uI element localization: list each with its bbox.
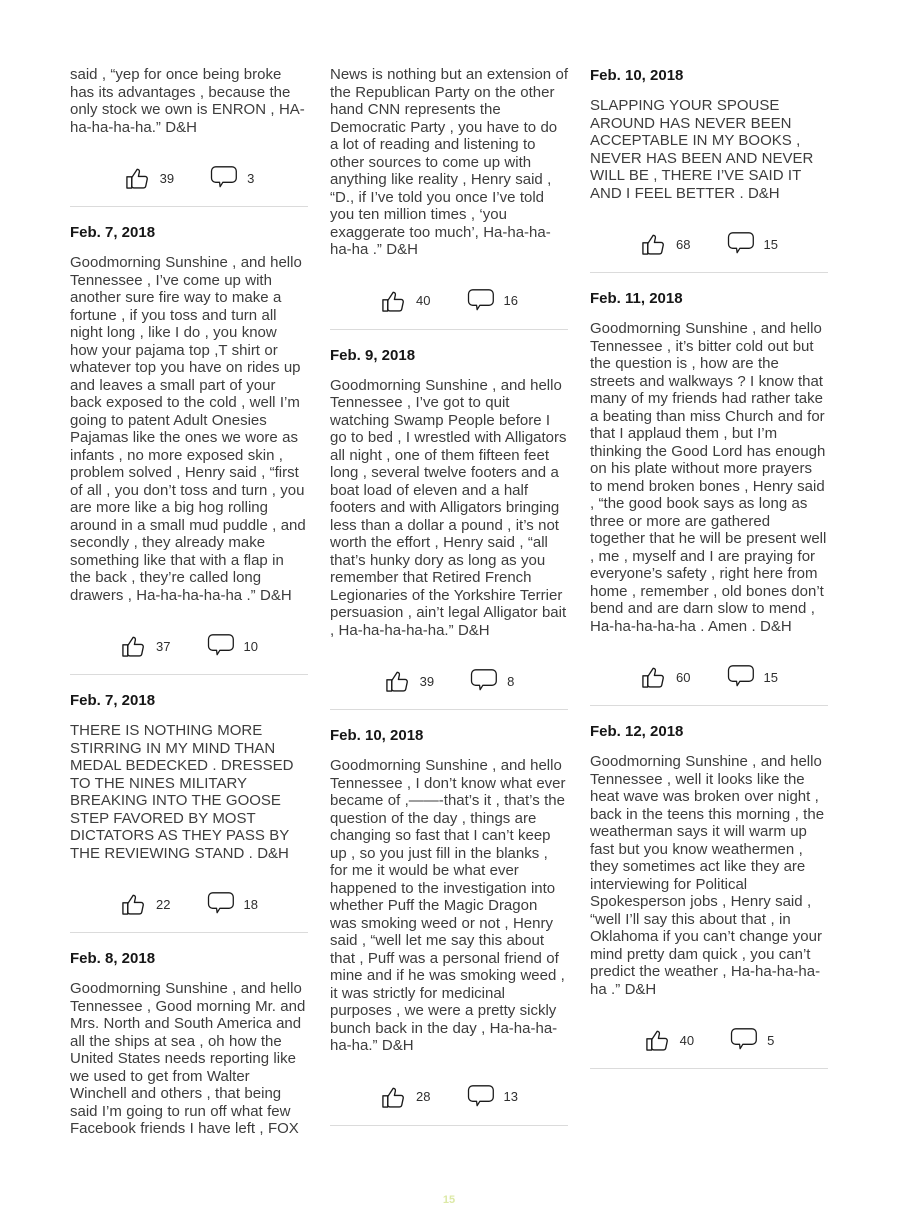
post-text: THERE IS NOTHING MORE STIRRING IN MY MIND THAN MEDAL BEDECKED . DRESSED TO THE NINES MILITARY BREAKING INTO THE GOOSE STEP FAVORED BY MOST DICTATORS AS THEY PASS BY THE REVIEWING STAND . D&H [70, 722, 294, 862]
post-divider [70, 674, 308, 675]
comment-icon [727, 231, 755, 257]
comment-action [207, 891, 258, 917]
comment-icon [470, 668, 498, 694]
like-count: 37 [156, 638, 171, 654]
comment-action [727, 664, 778, 690]
like-count: 40 [679, 1032, 695, 1048]
column-3 [590, 66, 828, 1138]
comment-count: 15 [763, 236, 778, 252]
thumbs-up-icon [380, 1084, 407, 1110]
post-text: Goodmorning Sunshine , and hello Tennessee , it’s bitter cold out but the question is , how are the streets and walkways ? I know that many of my friends had rather take a beating than miss Church and for that I applaud them , but I’m thinking the Good Lord has enough on his plate without more prayers to mend broken bones , Henry said , “the good book says as long as three or more are gathered together that he will be present well , me , myself and I are praying for everyone’s safety , right here from home , remember , old bones don’t bend and are darn slow to mend , Ha-ha-ha-ha-ha . Amen . D&H [590, 320, 827, 635]
comment-count: 3 [247, 170, 255, 186]
like-action [640, 231, 690, 257]
post-text: Goodmorning Sunshine , and hello Tennessee , I’ve got to quit watching Swamp People before I go to bed , I wrestled with Alligators all night , one of them fifteen feet long , several twelve footers and a boat load of eleven and a half footers and with Alligators bringing less than a dollar a pound , it’s not worth the effort , Henry said , “all that’s hunky dory as long as you remember that Retired French Legionaries of the Yorkshire Terrier persuasion , ain’t legal Alligator bait , Ha-ha-ha-ha-ha.” D&H [330, 376, 567, 639]
like-count: 39 [419, 673, 435, 689]
comment-icon [467, 288, 495, 314]
post-divider [70, 206, 308, 207]
comment-count: 18 [243, 896, 258, 912]
like-count: 60 [676, 669, 691, 685]
comment-icon [210, 165, 238, 191]
like-action [380, 288, 430, 314]
like-action [380, 1084, 430, 1110]
comment-count: 10 [243, 638, 258, 654]
comment-icon [207, 633, 235, 659]
like-count: 39 [159, 170, 175, 186]
post-actions [70, 165, 308, 191]
comment-action [210, 165, 254, 191]
post-actions [330, 1084, 568, 1110]
post-actions [590, 231, 828, 257]
comment-action [470, 668, 514, 694]
like-action [120, 633, 170, 659]
comment-action [467, 1084, 518, 1110]
comment-icon [207, 891, 235, 917]
like-action [384, 668, 434, 694]
like-count: 28 [416, 1089, 431, 1104]
comment-action [207, 633, 258, 659]
post-actions [70, 891, 308, 917]
post-actions [590, 1027, 828, 1053]
post-date: Feb. 10, 2018 [590, 67, 684, 84]
thumbs-up-icon [124, 165, 151, 191]
post [70, 950, 308, 1138]
post-date: Feb. 8, 2018 [70, 950, 156, 967]
post-text: Goodmorning Sunshine , and hello Tennessee , well it looks like the heat wave was broken over night , back in the teens this morning , the weatherman says it will warm up fast but you know weathermen , they sometimes act like they are interviewing for Political Spokesperson jobs , Henry said , “well I’ll say this about that , in Oklahoma if you can’t change your mind pretty dam quick , you can’t predict the weather , Ha-ha-ha-ha-ha .” D&H [590, 753, 825, 998]
comment-action [727, 231, 778, 257]
page-number: 15 [442, 1194, 456, 1206]
post-divider [590, 272, 828, 273]
post-text: Goodmorning Sunshine , and hello Tennessee , I’ve come up with another sure fire way to make a fortune , if you toss and turn all night long , like I do , you know how your pajama top ,T shirt or whatever top you have on rides up and leaves a small part of your back exposed to the cold , well I’m going to patent Adult Onesies Pajamas like the ones we wore as infants , no more exposed skin , problem solved , Henry said , “first of all , you don’t toss and turn , you are more like a big hog rolling around in a small mud puddle , and secondly , they already make something like that with a flap in the back , they’re called long drawers , Ha-ha-ha-ha-ha .” D&H [70, 254, 306, 604]
comment-count: 16 [503, 293, 518, 308]
post-text: said , “yep for once being broke has its advantages , because the only stock we own is ENRON , HA-ha-ha-ha-ha.” D&H [70, 66, 305, 136]
post-text: News is nothing but an extension of the Republican Party on the other hand CNN represents the Democratic Party , you have to do a lot of reading and listening to other sources to come up with anything like reality , Henry said , “D., if I’ve told you once I’ve told you ten million times , ‘you exaggerate too much’, Ha-ha-ha-ha-ha .” D&H [330, 66, 569, 258]
comment-action [467, 288, 518, 314]
post-divider [590, 1068, 828, 1069]
like-action [124, 165, 174, 191]
comment-count: 8 [507, 673, 515, 689]
thumbs-up-icon [640, 231, 667, 257]
post [330, 727, 568, 1126]
post-date: Feb. 12, 2018 [590, 723, 684, 740]
thumbs-up-icon [384, 668, 411, 694]
comment-action [730, 1027, 774, 1053]
post-divider [330, 709, 568, 710]
post-divider [330, 329, 568, 330]
post [330, 66, 568, 330]
post [330, 347, 568, 711]
post [590, 290, 828, 706]
post-actions [70, 633, 308, 659]
column-1 [70, 66, 308, 1138]
comment-count: 13 [503, 1089, 518, 1104]
post [590, 723, 828, 1069]
post-text: SLAPPING YOUR SPOUSE AROUND HAS NEVER BEEN ACCEPTABLE IN MY BOOKS , NEVER HAS BEEN AND NEVER WILL BE , THERE I’VE SAID IT AND I FEEL BETTER . D&H [590, 97, 814, 202]
post [590, 67, 828, 273]
post-divider [590, 705, 828, 706]
like-action [644, 1027, 694, 1053]
thumbs-up-icon [644, 1027, 671, 1053]
post-text: Goodmorning Sunshine , and hello Tennessee , I don’t know what ever became of ,——-that’s it , that’s the question of the day , things are changing so fast that I can’t keep up , so you just fill in the blanks , for me it would be what ever happened to the investigation into whether Puff the Magic Dragon was smoking weed or not , Henry said , “well let me say this about that , Puff was a personal friend of mine and if he was smoking weed , it was strictly for medicinal purposes , we were a pretty sickly bunch back in the day , Ha-ha-ha-ha-ha.” D&H [330, 757, 566, 1054]
like-action [120, 891, 170, 917]
like-count: 40 [416, 293, 431, 308]
post-date: Feb. 10, 2018 [330, 727, 424, 744]
comment-icon [727, 664, 755, 690]
like-action [640, 664, 690, 690]
post-actions [330, 288, 568, 314]
post-divider [70, 932, 308, 933]
post-actions [330, 668, 568, 694]
post-text: Goodmorning Sunshine , and hello Tennessee , Good morning Mr. and Mrs. North and South America and all the ships at sea , oh how the United States needs reporting like we used to get from Walter Winchell and others , that being said I’m going to run off what few Facebook friends I have left , FOX [70, 980, 306, 1137]
comment-icon [730, 1027, 758, 1053]
like-count: 22 [156, 896, 171, 912]
post-date: Feb. 11, 2018 [590, 290, 683, 307]
thumbs-up-icon [120, 891, 147, 917]
comment-count: 5 [767, 1032, 775, 1048]
thumbs-up-icon [640, 664, 667, 690]
post [70, 692, 308, 933]
like-count: 68 [676, 236, 691, 252]
column-2 [330, 66, 568, 1138]
post [70, 66, 308, 207]
post [70, 224, 308, 675]
post-actions [590, 664, 828, 690]
comment-count: 15 [763, 669, 778, 685]
post-date: Feb. 9, 2018 [330, 346, 416, 364]
post-divider [330, 1125, 568, 1126]
post-date: Feb. 7, 2018 [70, 692, 156, 709]
thumbs-up-icon [380, 288, 407, 314]
thumbs-up-icon [120, 633, 147, 659]
post-date: Feb. 7, 2018 [70, 224, 156, 241]
comment-icon [467, 1084, 495, 1110]
